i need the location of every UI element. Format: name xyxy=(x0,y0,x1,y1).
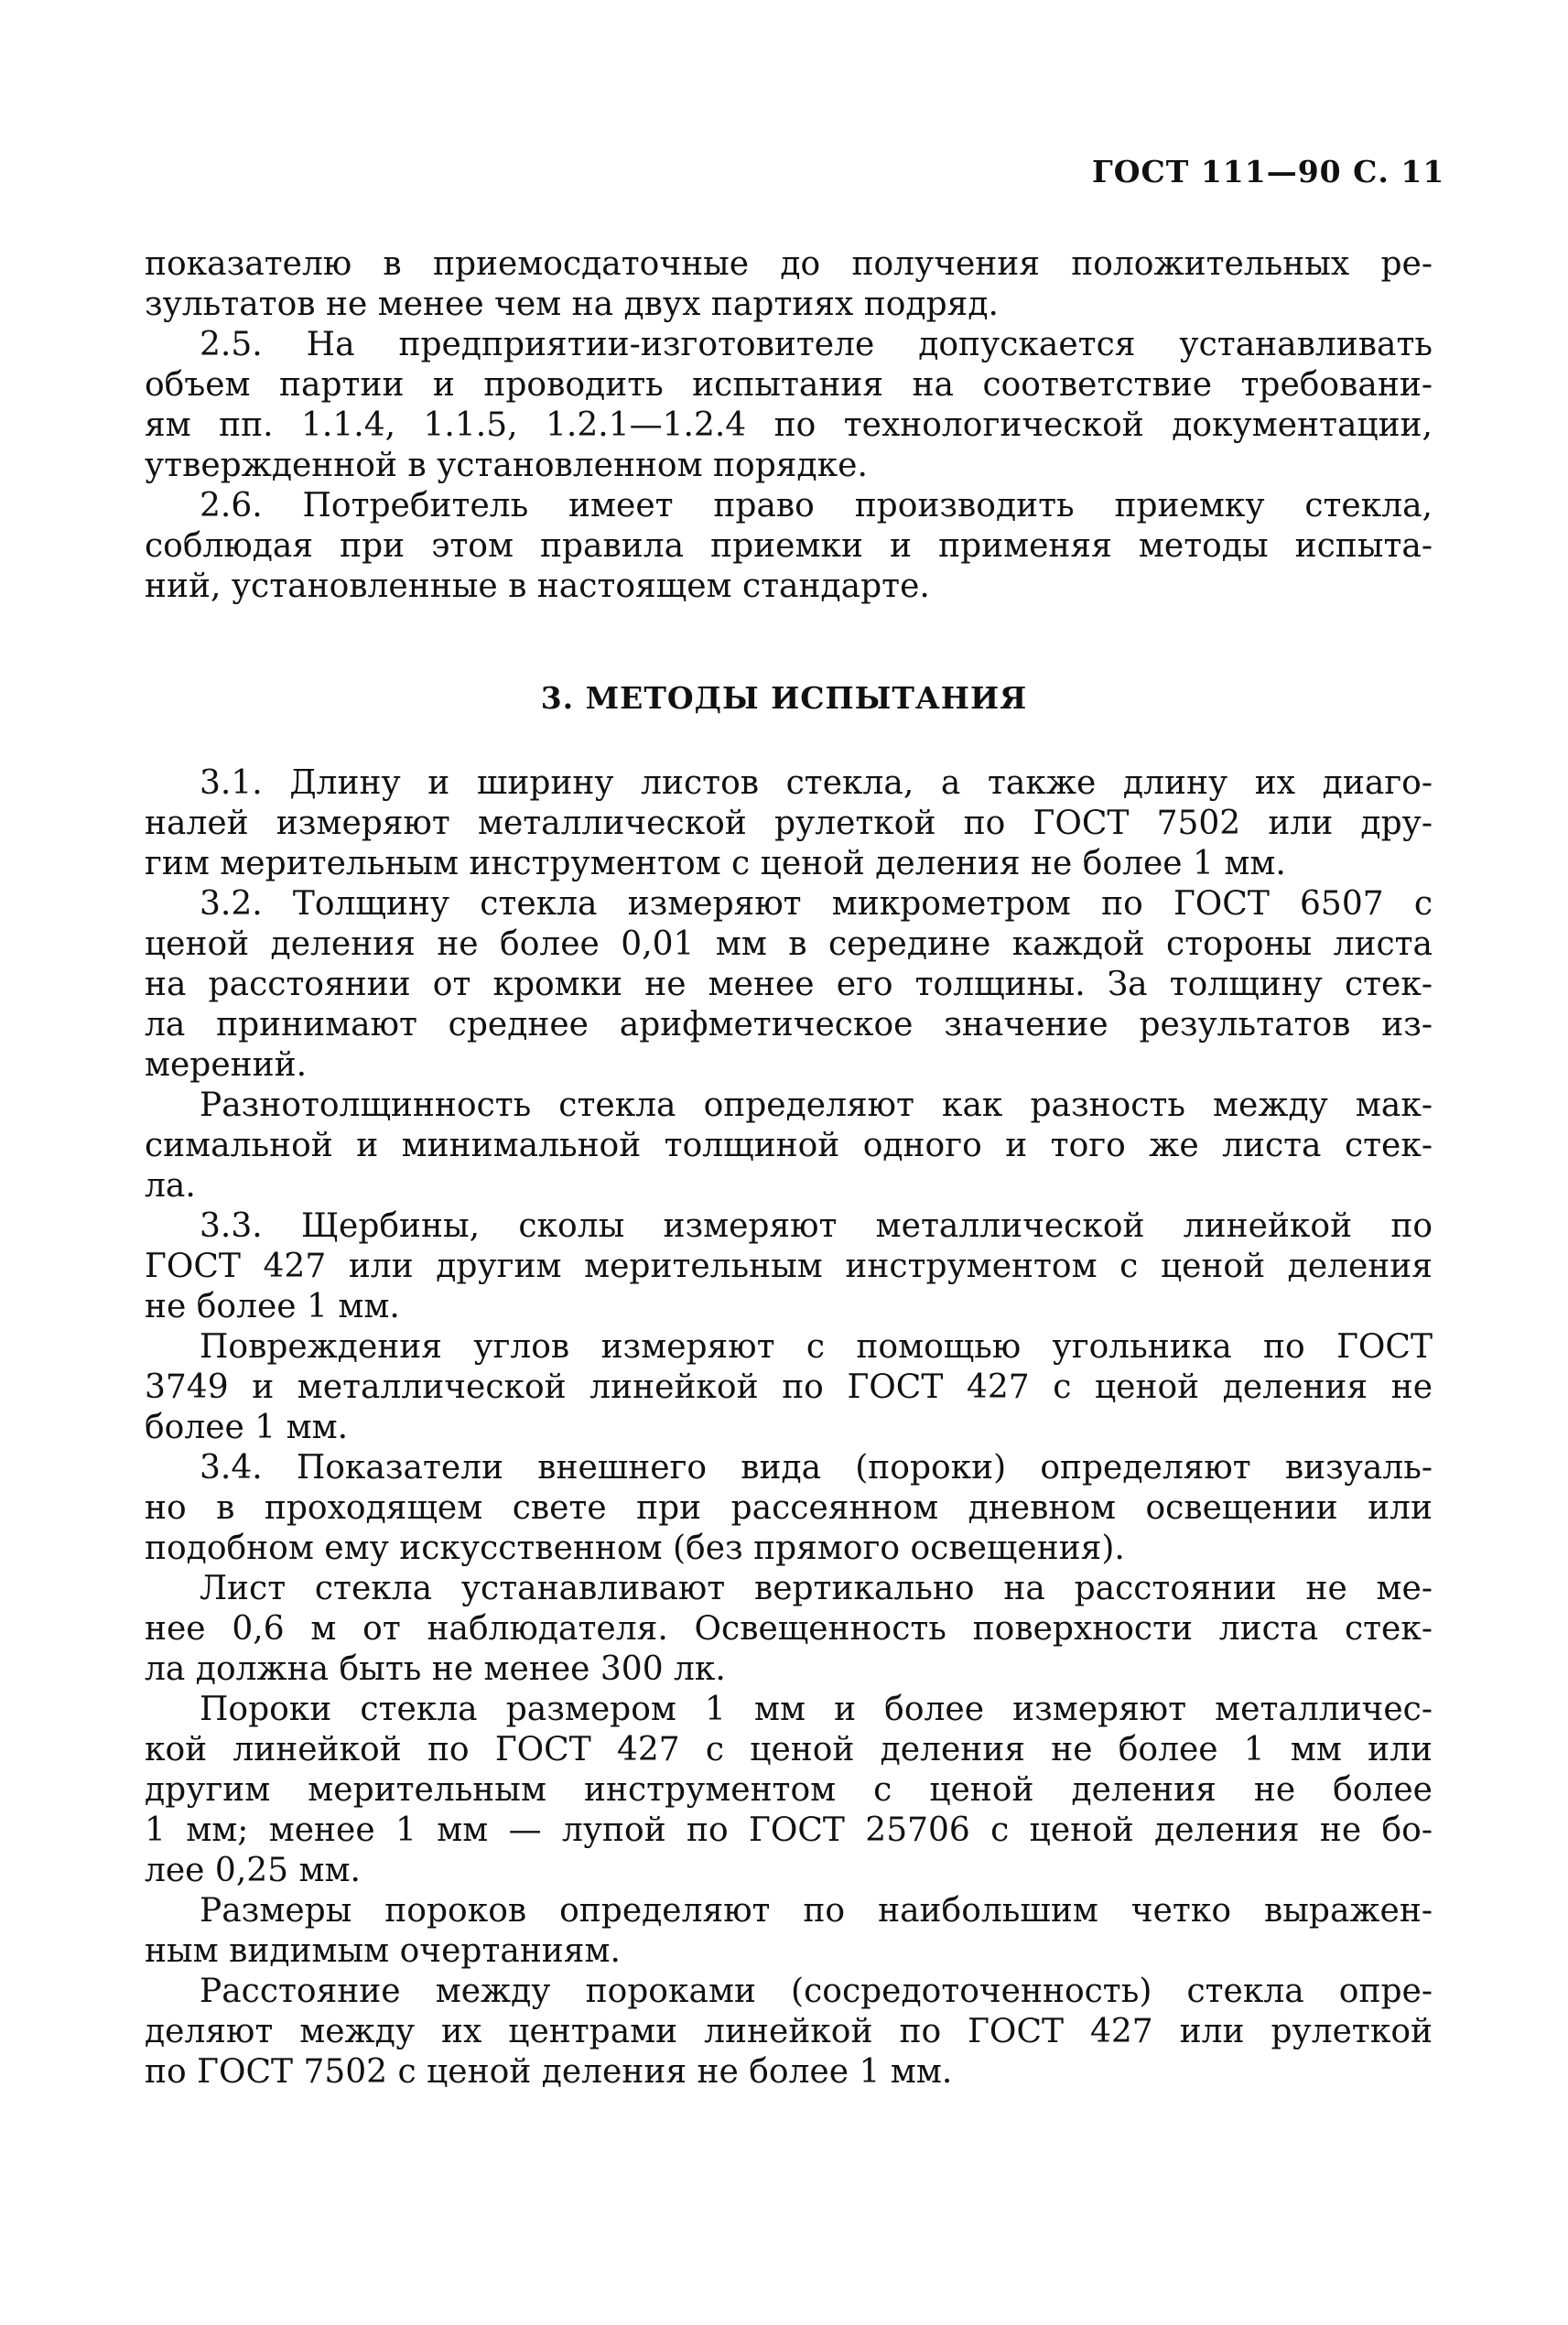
text-line: подобном ему искусственном (без прямого освещения). xyxy=(145,1530,1125,1567)
text-line: Повреждения углов измеряют с помощью угольника по ГОСТ xyxy=(200,1328,1433,1366)
text-line: Расстояние между пороками (сосредоточенность) стекла опре- xyxy=(200,1973,1433,2010)
text-line: зультатов не менее чем на двух партиях подряд. xyxy=(145,286,999,323)
text-line: показателю в приемосдаточные до получения положительных ре- xyxy=(145,245,1433,283)
section-title: 3. МЕТОДЫ ИСПЫТАНИЯ xyxy=(540,680,1028,716)
text-line: ным видимым очертаниям. xyxy=(145,1932,621,1970)
text-line: Пороки стекла размером 1 мм и более измеряют металличес- xyxy=(200,1691,1433,1728)
text-line: утвержденной в установленном порядке. xyxy=(145,447,868,484)
text-line: ценой деления не более 0,01 мм в середине каждой стороны листа xyxy=(145,925,1433,963)
text-line: гим мерительным инструментом с ценой деления не более 1 мм. xyxy=(145,845,1286,882)
text-line: но в проходящем свете при рассеянном дневном освещении или xyxy=(145,1489,1433,1527)
text-line: соблюдая при этом правила приемки и применяя методы испыта- xyxy=(145,527,1433,565)
text-line: более 1 мм. xyxy=(145,1409,349,1446)
text-line: 3.3. Щербины, сколы измеряют металлической линейкой по xyxy=(200,1207,1433,1245)
text-line: не более 1 мм. xyxy=(145,1288,400,1325)
text-line: ла принимают среднее арифметическое значение результатов из- xyxy=(145,1006,1433,1044)
text-line: налей измеряют металлической рулеткой по ГОСТ 7502 или дру- xyxy=(145,805,1433,842)
text-line: ям пп. 1.1.4, 1.1.5, 1.2.1—1.2.4 по технологической документации, xyxy=(145,406,1433,444)
text-line: на расстоянии от кромки не менее его толщины. За толщину стек- xyxy=(145,966,1433,1003)
text-line: деляют между их центрами линейкой по ГОСТ 427 или рулеткой xyxy=(145,2013,1433,2050)
text-line: Размеры пороков определяют по наибольшим четко выражен- xyxy=(200,1892,1433,1930)
text-line: 3.2. Толщину стекла измеряют микрометром по ГОСТ 6507 с xyxy=(200,885,1433,923)
text-line: ний, установленные в настоящем стандарте. xyxy=(145,568,930,605)
text-line: кой линейкой по ГОСТ 427 с ценой деления не более 1 мм или xyxy=(145,1731,1433,1768)
text-line: другим мерительным инструментом с ценой деления не более xyxy=(145,1771,1433,1809)
text-line: нее 0,6 м от наблюдателя. Освещенность поверхности листа стек- xyxy=(145,1610,1433,1648)
text-line: 3.1. Длину и ширину листов стекла, а также длину их диаго- xyxy=(200,764,1433,802)
text-line: 1 мм; менее 1 мм — лупой по ГОСТ 25706 с ценой деления не бо- xyxy=(145,1811,1433,1849)
text-line: лее 0,25 мм. xyxy=(145,1852,361,1889)
text-line: 2.5. На предприятии-изготовителе допускается устанавливать xyxy=(200,326,1433,363)
text-line: мерений. xyxy=(145,1046,308,1084)
text-line: ГОСТ 427 или другим мерительным инструментом с ценой деления xyxy=(145,1248,1433,1285)
page-header: ГОСТ 111—90 С. 11 xyxy=(1092,154,1445,189)
text-line: 3.4. Показатели внешнего вида (пороки) определяют визуаль- xyxy=(200,1449,1433,1487)
text-line: Лист стекла устанавливают вертикально на расстоянии не ме- xyxy=(200,1570,1433,1607)
text-line: симальной и минимальной толщиной одного и того же листа стек- xyxy=(145,1127,1433,1164)
text-line: ла должна быть не менее 300 лк. xyxy=(145,1650,726,1688)
text-line: ла. xyxy=(145,1167,196,1205)
text-line: Разнотолщинность стекла определяют как разность между мак- xyxy=(200,1087,1433,1124)
text-line: объем партии и проводить испытания на соответствие требовани- xyxy=(145,366,1433,404)
text-line: по ГОСТ 7502 с ценой деления не более 1 мм. xyxy=(145,2053,953,2091)
text-line: 3749 и металлической линейкой по ГОСТ 427 с ценой деления не xyxy=(145,1368,1433,1406)
text-line: 2.6. Потребитель имеет право производить приемку стекла, xyxy=(200,487,1433,524)
